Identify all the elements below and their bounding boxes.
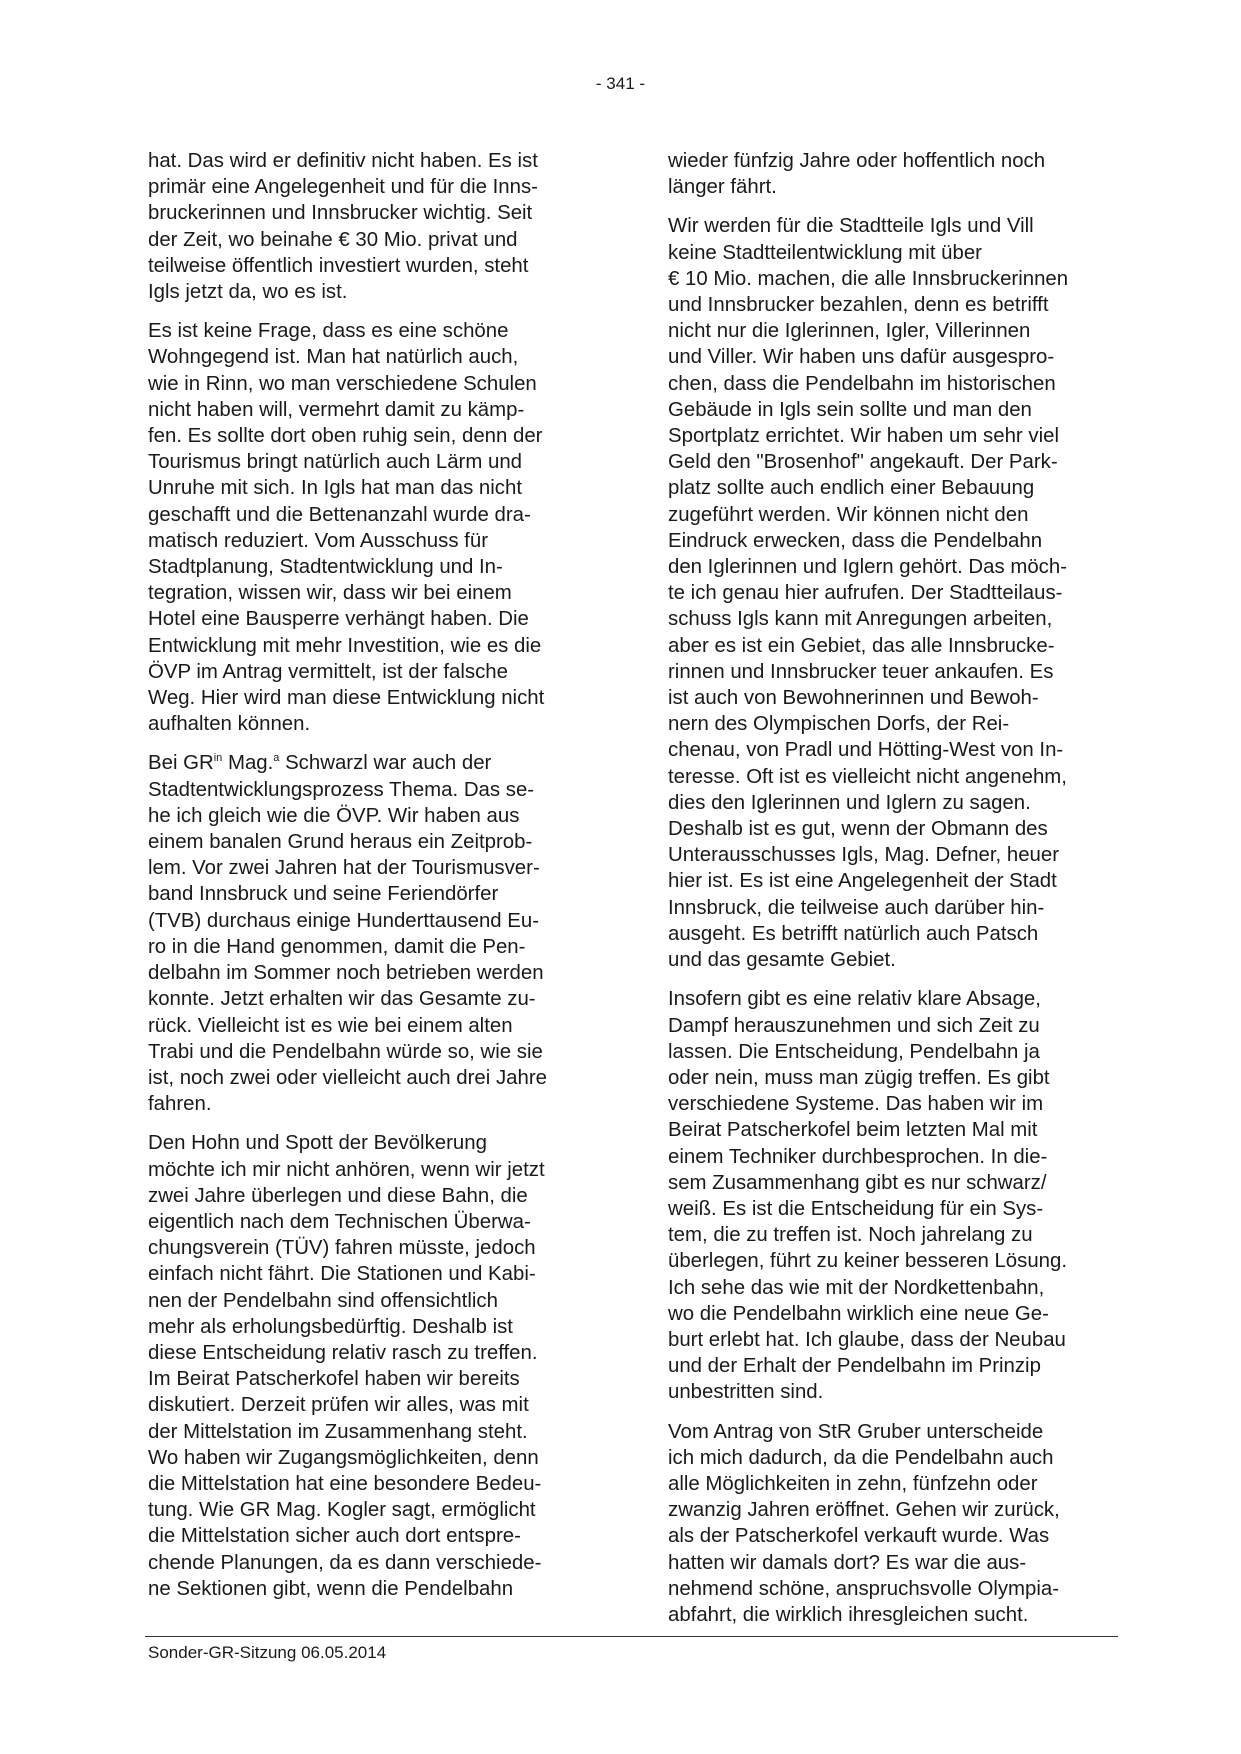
right-column (668, 148, 1118, 1628)
footer-session-label: Sonder-GR-Sitzung 06.05.2014 (148, 1643, 387, 1662)
paragraph (148, 750, 598, 1117)
left-column (148, 148, 598, 1602)
paragraph-text: Bei GR (148, 752, 214, 775)
footer-divider (145, 1636, 1118, 1637)
paragraph-text: Schwarzl war auch der Stadtentwicklungsprozess Thema. Das se- he ich gleich wie die ÖVP. Wir haben aus einem banalen Grund heraus ein Zeitprob- lem. Vor zwei Jahren hat der Tourismusver- band Innsbruck und seine Feriendörfer (TVB) durchaus einige Hunderttausend Eu- ro in die Hand genommen, damit die Pen- delbahn im Sommer noch betrieben werden konnte. Jetzt erhalten wir das Gesamte zu- rück. Vielleicht ist es wie bei einem alten Trabi und die Pendelbahn würde so, wie sie ist, noch zwei oder vielleicht auch drei Jahre fahren. (148, 752, 547, 1116)
paragraph: Vom Antrag von StR Gruber unterscheide ich mich dadurch, da die Pendelbahn auch alle Möglichkeiten in zehn, fünfzehn oder zwanzig Jahren eröffnet. Gehen wir zurück, als der Patscherkofel verkauft wurde. Was hatten wir damals dort? Es war die aus- nehmend schöne, anspruchsvolle Olympia- abfahrt, die wirklich ihresgleichen sucht. (668, 1420, 1060, 1626)
paragraph-text: Mag. (222, 752, 274, 775)
paragraph: hat. Das wird er definitiv nicht haben. Es ist primär eine Angelegenheit und für die Inns- bruckerinnen und Innsbrucker wichtig. Seit der Zeit, wo beinahe € 30 Mio. privat und teilweise öffentlich investiert wurden, steht Igls jetzt da, wo es ist. (148, 150, 538, 304)
superscript: in (213, 752, 223, 765)
paragraph: Den Hohn und Spott der Bevölkerung möchte ich mir nicht anhören, wenn wir jetzt zwei Jahre überlegen und diese Bahn, die eigentlich nach dem Technischen Überwa- chungsverein (TÜV) fahren müsste, jedoch einfach nicht fährt. Die Stationen und Kabi- nen der Pendelbahn sind offensichtlich mehr als erholungsbedürftig. Deshalb ist diese Entscheidung relativ rasch zu treffen. Im Beirat Patscherkofel haben wir bereits diskutiert. Derzeit prüfen wir alles, was mit der Mittelstation im Zusammenhang steht. Wo haben wir Zugangsmöglichkeiten, denn die Mittelstation hat eine besondere Bedeu- tung. Wie GR Mag. Kogler sagt, ermöglicht die Mittelstation sicher auch dort entspre- chende Planungen, da es dann verschiede- ne Sektionen gibt, wenn die Pendelbahn (148, 1132, 545, 1600)
paragraph: Es ist keine Frage, dass es eine schöne Wohngegend ist. Man hat natürlich auch, wie in Rinn, wo man verschiedene Schulen nicht haben will, vermehrt damit zu kämp- fen. Es sollte dort oben ruhig sein, denn der Tourismus bringt natürlich auch Lärm und Unruhe mit sich. In Igls hat man das nicht geschafft und die Bettenanzahl wurde dra- matisch reduziert. Vom Ausschuss für Stadtplanung, Stadtentwicklung und In- tegration, wissen wir, dass wir bei einem Hotel eine Bausperre verhängt haben. Die Entwicklung mit mehr Investition, wie es die ÖVP im Antrag vermittelt, ist der falsche Weg. Hier wird man diese Entwicklung nicht aufhalten können. (148, 320, 545, 736)
page-number: - 341 - (595, 74, 646, 93)
paragraph: Insofern gibt es eine relativ klare Absage, Dampf herauszunehmen und sich Zeit zu lassen. Die Entscheidung, Pendelbahn ja oder nein, muss man zügig treffen. Es gibt verschiedene Systeme. Das haben wir im Beirat Patscherkofel beim letzten Mal mit einem Techniker durchbesprochen. In die- sem Zusammenhang gibt es nur schwarz/ weiß. Es ist die Entscheidung für ein Sys- tem, die zu treffen ist. Noch jahrelang zu überlegen, führt zu keiner besseren Lösung. Ich sehe das wie mit der Nordkettenbahn, wo die Pendelbahn wirklich eine neue Ge- burt erlebt hat. Ich glaube, dass der Neubau und der Erhalt der Pendelbahn im Prinzip unbestritten sind. (668, 988, 1068, 1404)
superscript: a (273, 752, 280, 765)
paragraph: wieder fünfzig Jahre oder hoffentlich noch länger fährt. (668, 150, 1046, 199)
paragraph: Wir werden für die Stadtteile Igls und Vill keine Stadtteilentwicklung mit über € 10 Mio. machen, die alle Innsbruckerinnen und Innsbrucker bezahlen, denn es betrifft nicht nur die Iglerinnen, Igler, Villerinnen und Viller. Wir haben uns dafür ausgespro- chen, dass die Pendelbahn im historischen Gebäude in Igls sein sollte und man den Sportplatz errichtet. Wir haben um sehr viel Geld den "Brosenhof" angekauft. Der Park- platz sollte auch endlich einer Bebauung zugeführt werden. Wir können nicht den Eindruck erwecken, dass die Pendelbahn den Iglerinnen und Iglern gehört. Das möch- te ich genau hier aufrufen. Der Stadtteilaus- schuss Igls kann mit Anregungen arbeiten, aber es ist ein Gebiet, das alle Innsbrucke- rinnen und Innsbrucker teuer ankaufen. Es ist auch von Bewohnerinnen und Bewoh- nern des Olympischen Dorfs, der Rei- chenau, von Pradl und Hötting-West von In- teresse. Oft ist es vielleicht nicht angenehm, dies den Iglerinnen und Iglern zu sagen. Deshalb ist es gut, wenn der Obmann des Unterausschusses Igls, Mag. Defner, heuer hier ist. Es ist eine Angelegenheit der Stadt Innsbruck, die teilweise auch darüber hin- ausgeht. Es betrifft natürlich auch Patsch und das gesamte Gebiet. (668, 215, 1069, 972)
